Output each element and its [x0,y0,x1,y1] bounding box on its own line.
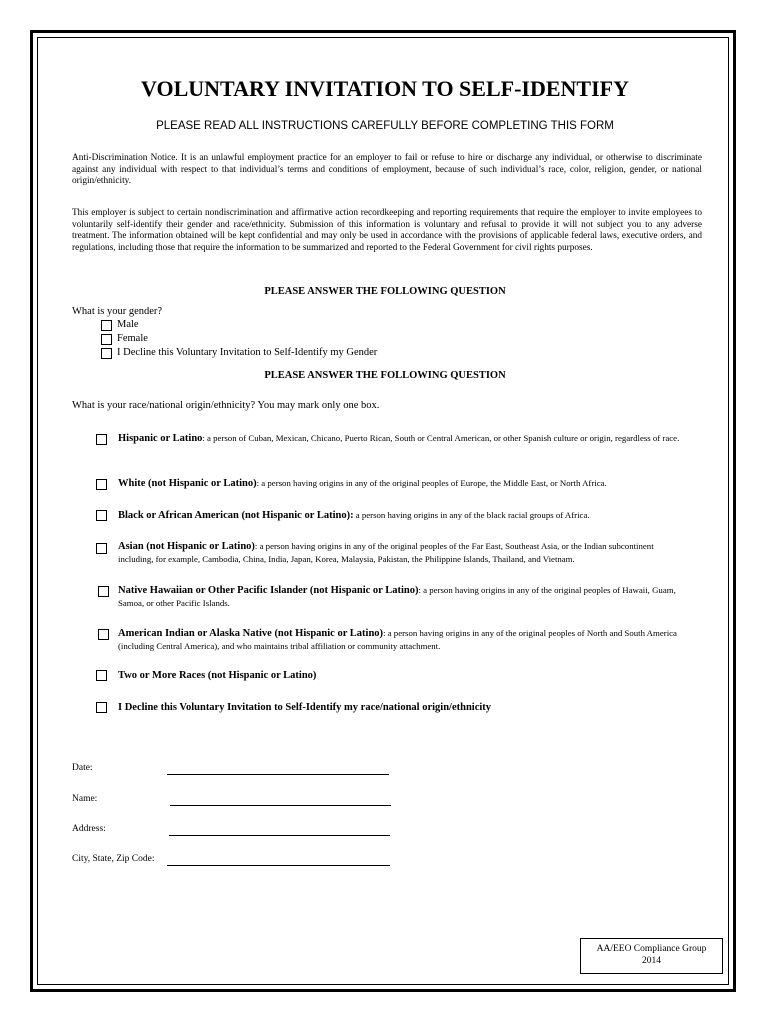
race-option-desc: : a person having origins in any of the original peoples of Hawaii, Guam, Samoa, or other Pacific Islands. [118,585,676,608]
race-option-label: Two or More Races (not Hispanic or Latino) [118,670,317,681]
gender-male-checkbox[interactable] [101,320,112,331]
footer-line-1: AA/EEO Compliance Group [596,944,707,954]
date-label: Date: [72,763,93,773]
race-option-american-indian [118,627,688,652]
city-state-zip-label: City, State, Zip Code: [72,854,155,864]
race-option-white [118,477,688,490]
race-option-desc: a person having origins in any of the black racial groups of Africa. [353,510,590,520]
race-option-desc: : a person having origins in any of the original peoples of North and South America (including Central America), and who maintains tribal affiliation or community attachment. [118,628,677,651]
name-input-line[interactable] [170,805,391,806]
form-title: VOLUNTARY INVITATION TO SELF-IDENTIFY [141,76,629,101]
race-option-two-or-more [118,669,688,682]
race-two-or-more-checkbox[interactable] [96,670,107,681]
gender-decline-checkbox[interactable] [101,348,112,359]
race-option-label: American Indian or Alaska Native (not Hispanic or Latino) [118,628,384,639]
race-option-asian [118,540,688,565]
race-option-desc: : a person having origins in any of the original peoples of the Far East, Southeast Asia, or the Indian subcontinent including, for example, Cambodia, China, India, Japan, Korea, Malaysia, Pakistan, the Philippine Islands, Thailand, and Vietnam. [118,541,654,564]
race-option-desc: : a person having origins in any of the original peoples of Europe, the Middle East, or North Africa. [256,478,607,488]
form-subtitle: PLEASE READ ALL INSTRUCTIONS CAREFULLY BEFORE COMPLETING THIS FORM [156,120,614,132]
race-option-pacific-islander [118,584,688,609]
race-option-label: Asian (not Hispanic or Latino) [118,541,255,552]
gender-option-male: Male [117,319,139,330]
race-option-desc: : a person of Cuban, Mexican, Chicano, Puerto Rican, South or Central American, or other Spanish culture or origin, regardless of race. [202,433,680,443]
race-option-label: White (not Hispanic or Latino) [118,478,257,489]
date-input-line[interactable] [167,774,389,775]
section-heading-gender: PLEASE ANSWER THE FOLLOWING QUESTION [264,286,506,297]
race-option-black [118,509,688,522]
gender-question: What is your gender? [72,306,163,317]
footer-line-2: 2014 [642,956,661,966]
race-white-checkbox[interactable] [96,479,107,490]
name-label: Name: [72,794,98,804]
race-option-hispanic [118,432,688,445]
footer-box [580,938,723,974]
gender-female-checkbox[interactable] [101,334,112,345]
address-label: Address: [72,824,106,834]
address-input-line[interactable] [169,835,390,836]
race-pacific-islander-checkbox[interactable] [98,586,109,597]
race-black-checkbox[interactable] [96,510,107,521]
race-question: What is your race/national origin/ethnicity? You may mark only one box. [72,400,380,411]
race-option-label: Black or African American (not Hispanic or Latino): [118,510,354,521]
section-heading-race: PLEASE ANSWER THE FOLLOWING QUESTION [264,370,506,381]
gender-option-decline: I Decline this Voluntary Invitation to Self-Identify my Gender [117,347,378,358]
gender-option-female: Female [117,333,148,344]
race-decline-checkbox[interactable] [96,702,107,713]
race-asian-checkbox[interactable] [96,543,107,554]
policy-paragraph: This employer is subject to certain nondiscrimination and affirmative action recordkeeping and reporting requirements that require the employer to invite employees to voluntarily self-identify their gender and race/ethnicity. Submission of this information is voluntary and refusal to provide it will not subject you to any adverse treatment. The information obtained will be kept confidential and may only be used in accordance with the provisions of applicable federal laws, executive orders, and regulations, including those that require the information to be summarized and reported to the Federal Government for civil rights purposes. [72,208,702,253]
race-hispanic-checkbox[interactable] [96,434,107,445]
race-option-label: I Decline this Voluntary Invitation to Self-Identify my race/national origin/ethnicity [118,702,492,713]
city-state-zip-input-line[interactable] [167,865,390,866]
race-option-label: Native Hawaiian or Other Pacific Islander (not Hispanic or Latino) [118,585,419,596]
race-american-indian-checkbox[interactable] [98,629,109,640]
race-option-label: Hispanic or Latino [118,433,203,444]
anti-discrimination-notice: Anti-Discrimination Notice. It is an unlawful employment practice for an employer to fail or refuse to hire or discharge any individual, or otherwise to discriminate against any individual with respect to that individual’s terms and conditions of employment, because of such individual’s race, color, religion, gender, or national origin/ethnicity. [72,153,702,187]
race-option-decline [118,701,688,714]
